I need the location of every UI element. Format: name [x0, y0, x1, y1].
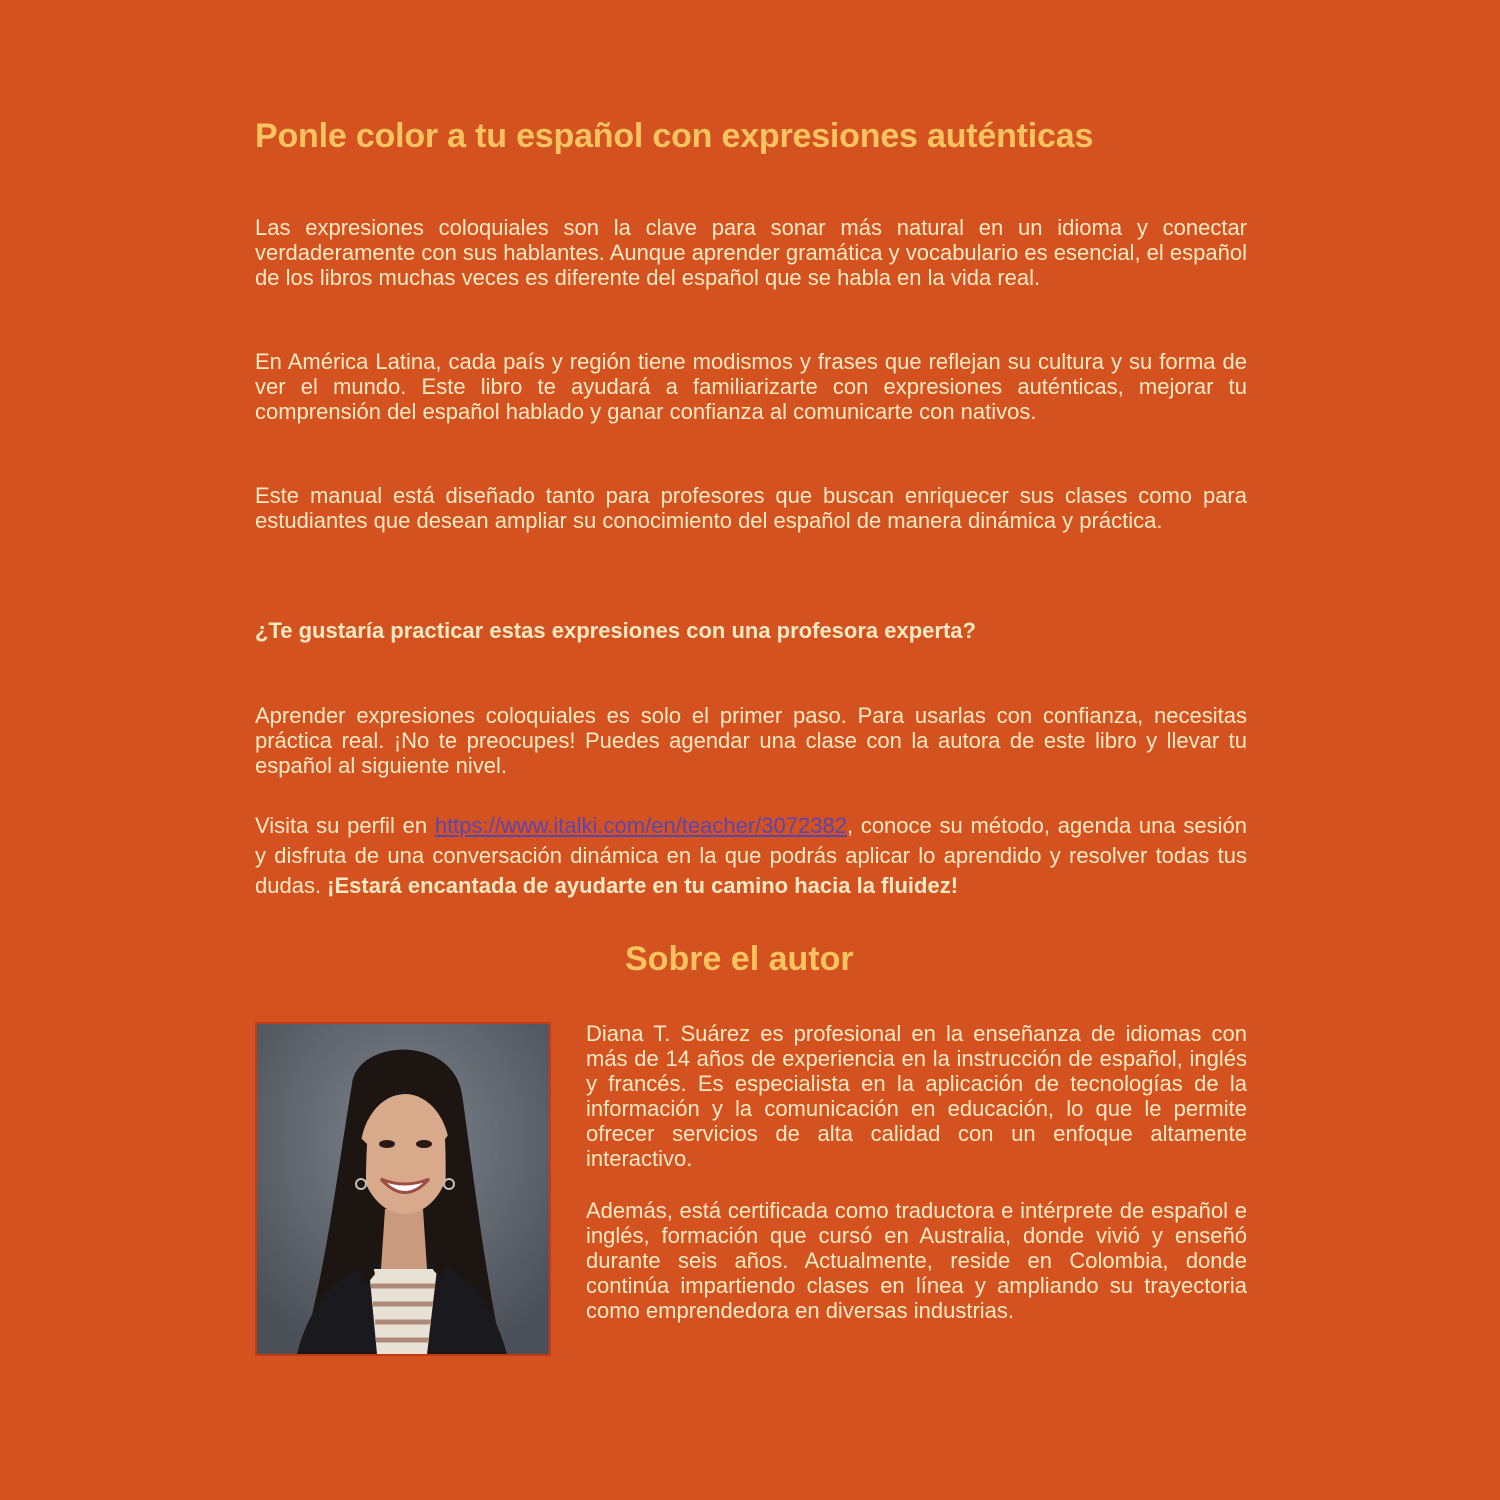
- intro-paragraph-3: Este manual está diseñado tanto para profesores que buscan enriquecer sus clases como para estudiantes que desean ampliar su conocimiento del español de manera dinámica y práctica.: [255, 483, 1247, 533]
- visit-paragraph: [255, 811, 1247, 901]
- page-title: Ponle color a tu español con expresiones auténticas: [255, 117, 1094, 155]
- intro-paragraph-1: Las expresiones coloquiales son la clave para sonar más natural en un idioma y conectar verdaderamente con sus hablantes. Aunque aprender gramática y vocabulario es esencial, el español de los libros muchas veces es diferente del español que se habla en la vida real.: [255, 215, 1247, 290]
- author-portrait-illustration: [257, 1024, 549, 1354]
- visit-prefix: Visita su perfil en: [255, 813, 435, 838]
- visit-closing: ¡Estará encantada de ayudarte en tu camino hacia la fluidez!: [327, 873, 959, 898]
- practice-question: ¿Te gustaría practicar estas expresiones con una profesora experta?: [255, 618, 976, 643]
- author-heading: Sobre el autor: [625, 940, 854, 978]
- author-bio-paragraph-2: Además, está certificada como traductora e intérprete de español e inglés, formación que cursó en Australia, donde vivió y enseñó durante seis años. Actualmente, reside en Colombia, donde continúa impartiendo clases en línea y ampliando su trayectoria como emprendedora en diversas industrias.: [586, 1198, 1247, 1323]
- visit-middle: , conoce su método, agenda una sesión y disfruta de una conversación dinámica en la que podrás aplicar lo aprendido y resolver todas tus dudas.: [255, 813, 1247, 898]
- author-photo: [255, 1022, 551, 1356]
- author-bio-paragraph-1: Diana T. Suárez es profesional en la enseñanza de idiomas con más de 14 años de experiencia en la instrucción de español, inglés y francés. Es especialista en la aplicación de tecnologías de la información y la comunicación en educación, lo que le permite ofrecer servicios de alta calidad con un enfoque altamente interactivo.: [586, 1021, 1247, 1171]
- practice-paragraph: Aprender expresiones coloquiales es solo el primer paso. Para usarlas con confianza, necesitas práctica real. ¡No te preocupes! Puedes agendar una clase con la autora de este libro y llevar tu español al siguiente nivel.: [255, 703, 1247, 778]
- italki-profile-link[interactable]: https://www.italki.com/en/teacher/3072382: [434, 813, 847, 838]
- intro-paragraph-2: En América Latina, cada país y región tiene modismos y frases que reflejan su cultura y su forma de ver el mundo. Este libro te ayudará a familiarizarte con expresiones auténticas, mejorar tu comprensión del español hablado y ganar confianza al comunicarte con nativos.: [255, 349, 1247, 424]
